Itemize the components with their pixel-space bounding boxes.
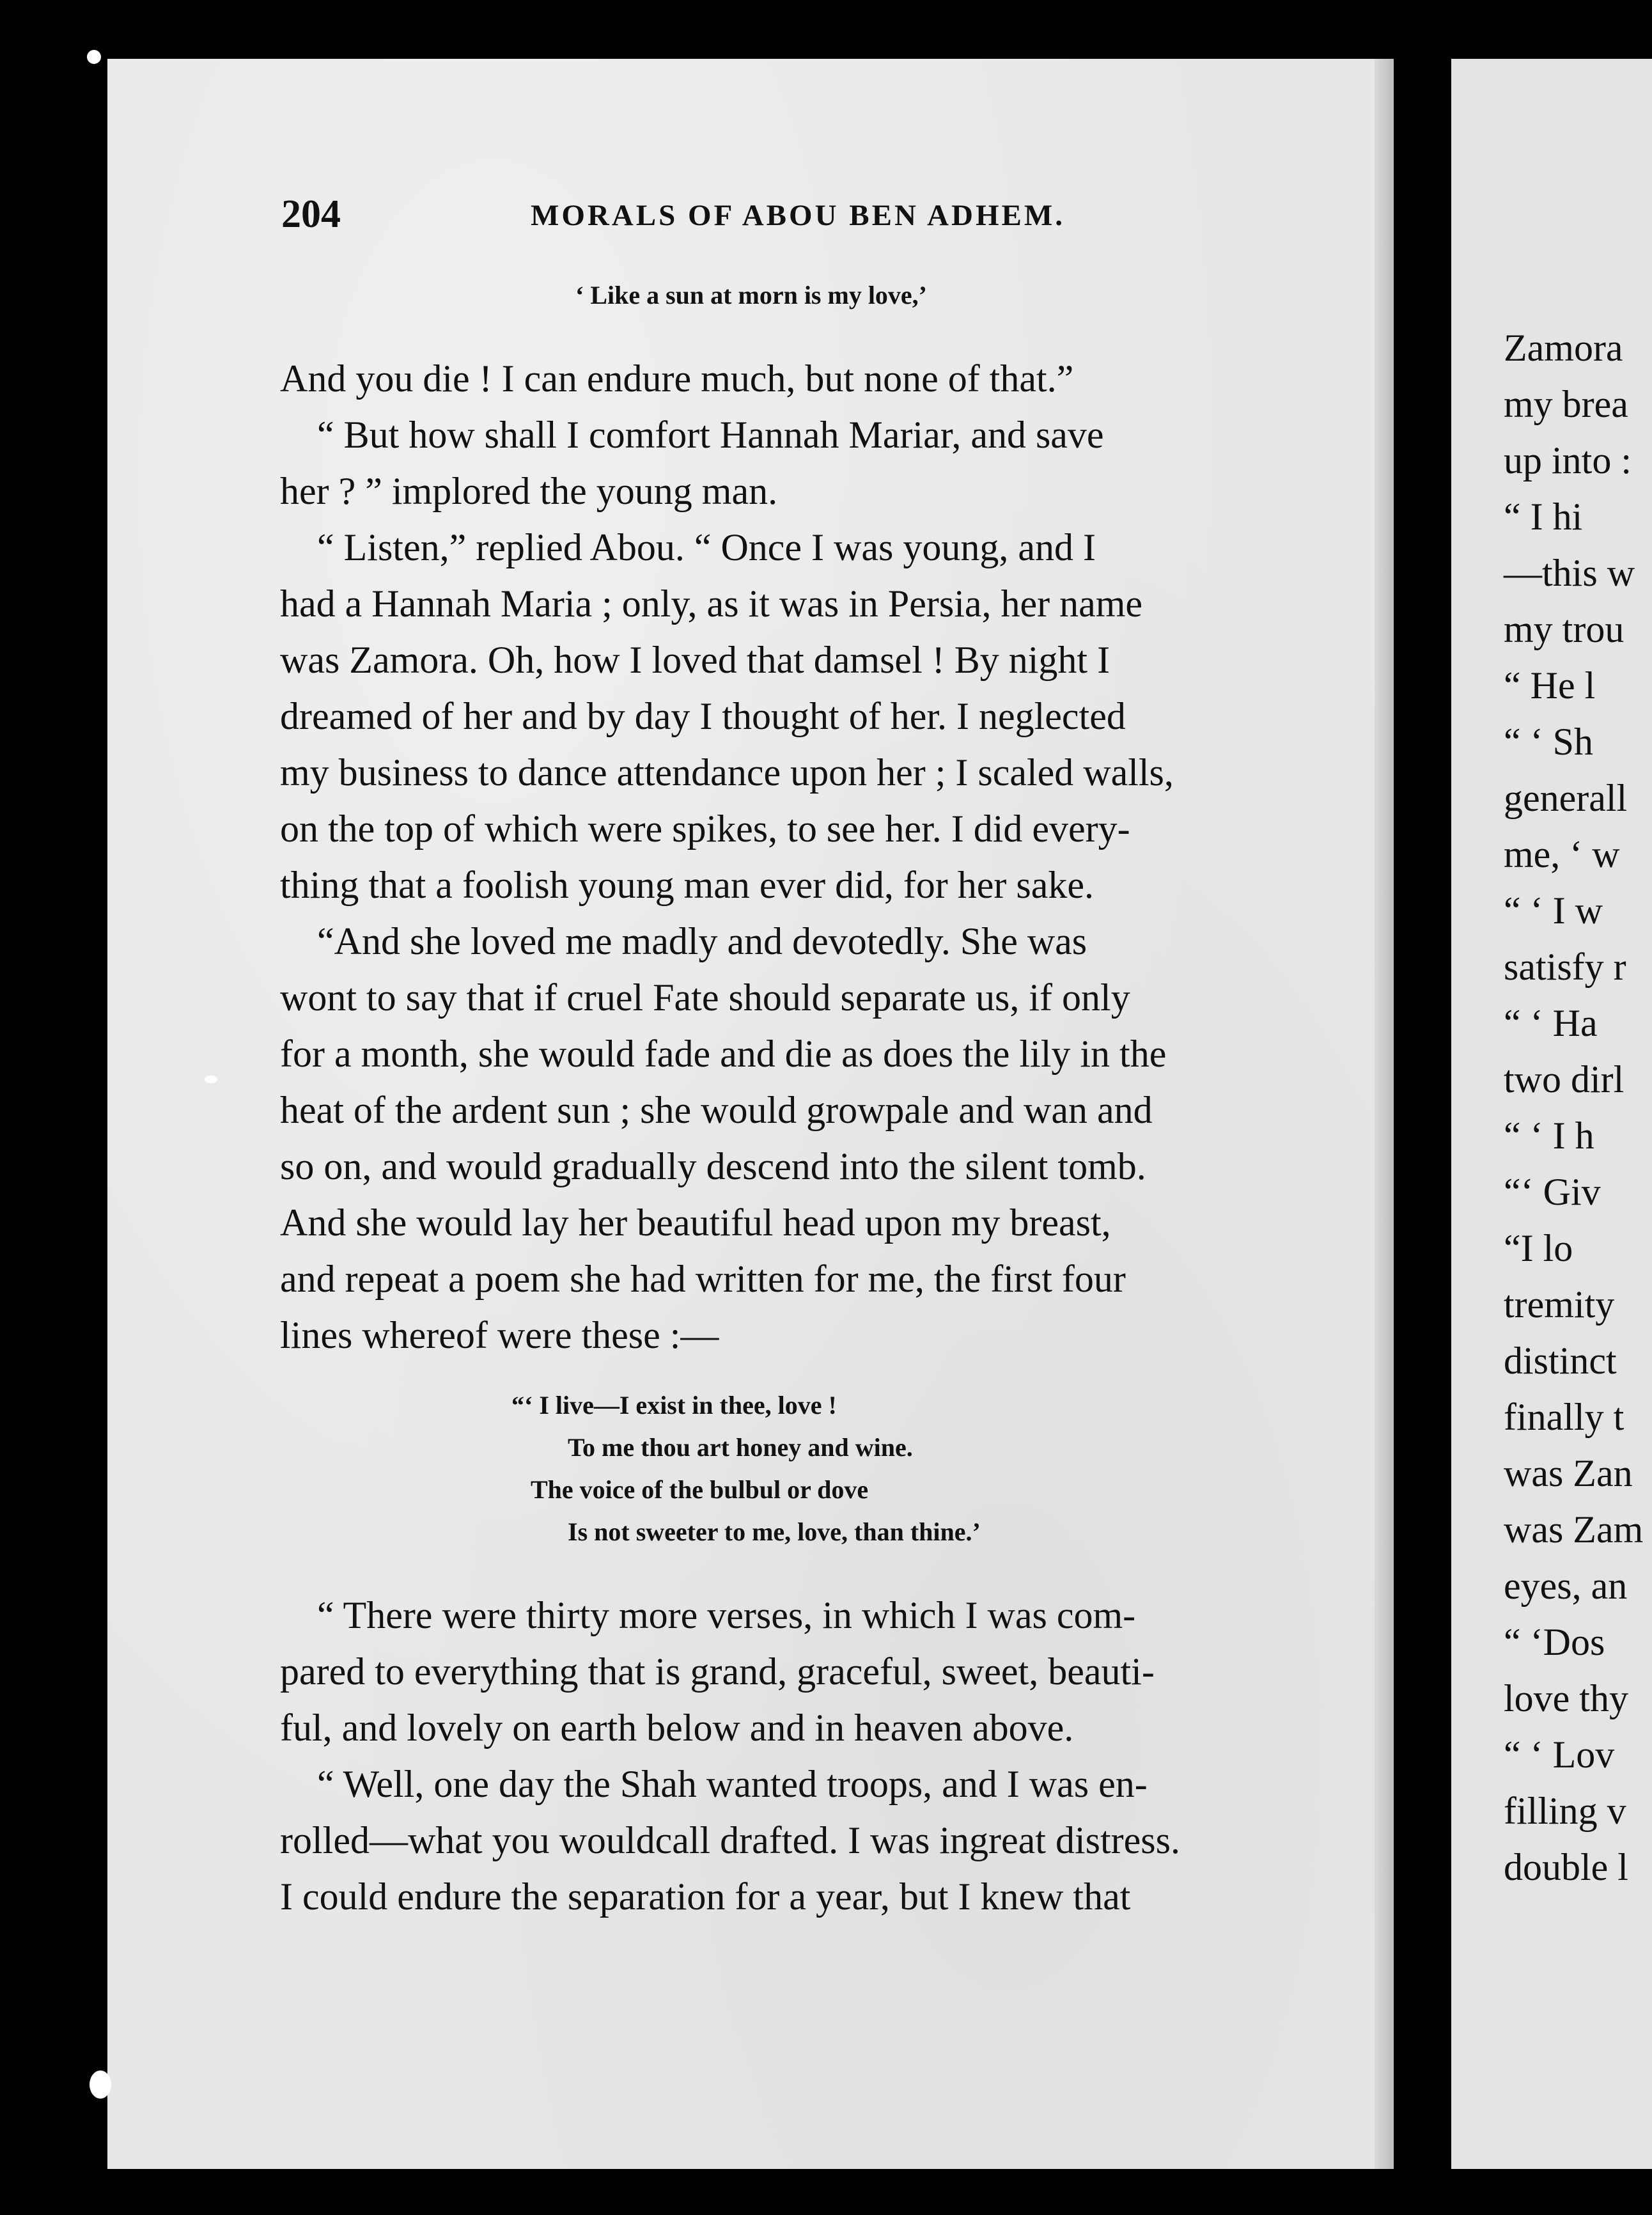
fragment-line: satisfy r — [1504, 946, 1626, 988]
poem-line: “‘ I live—I exist in thee, love ! — [511, 1391, 837, 1420]
text-line: wont to say that if cruel Fate should separate us, if only — [280, 976, 1130, 1019]
poem-line: Is not sweeter to me, love, than thine.’ — [568, 1517, 981, 1546]
text-line: her ? ” implored the young man. — [280, 470, 778, 512]
fragment-line: “ ‘Dos — [1504, 1621, 1605, 1663]
page-number: 204 — [281, 192, 341, 236]
fragment-line: —this w — [1504, 552, 1635, 594]
text-line: and repeat a poem she had written for me, the first four — [280, 1258, 1126, 1300]
text-line: ful, and lovely on earth below and in heaven above. — [280, 1707, 1074, 1749]
fragment-line: finally t — [1504, 1396, 1625, 1438]
text-line: my business to dance attendance upon her ; I scaled walls, — [280, 751, 1174, 794]
text-line: And you die ! I can endure much, but none of that.” — [280, 357, 1074, 400]
fragment-line: love thy — [1504, 1677, 1628, 1719]
scan-speck — [205, 1076, 217, 1083]
text-line: was Zamora. Oh, how I loved that damsel ! By night I — [280, 639, 1110, 681]
text-line: dreamed of her and by day I thought of her. I neglected — [280, 695, 1126, 737]
fragment-line: filling v — [1504, 1790, 1626, 1832]
poem-block — [511, 1384, 981, 1553]
fragment-line: “‘ Giv — [1504, 1171, 1601, 1213]
body-text-part-2 — [280, 1587, 1334, 1925]
scan-speck — [90, 2070, 111, 2099]
fragment-line: generall — [1504, 777, 1628, 819]
fragment-line: “ He l — [1504, 664, 1596, 707]
fragment-line: “ ‘ I w — [1504, 889, 1603, 932]
text-line: so on, and would gradually descend into the silent tomb. — [280, 1145, 1146, 1187]
body-text-part-1 — [280, 350, 1334, 1363]
text-line: “ There were thirty more verses, in which I was com- — [317, 1594, 1136, 1636]
fragment-line: “ ‘ Lov — [1504, 1734, 1615, 1776]
fragment-line: two dirl — [1504, 1058, 1625, 1100]
text-line: lines whereof were these :— — [280, 1314, 719, 1356]
text-line: for a month, she would fade and die as does the lily in the — [280, 1033, 1167, 1075]
fragment-line: was Zam — [1504, 1508, 1644, 1551]
fragment-line: my trou — [1504, 608, 1625, 650]
epigraph-line: ‘ Like a sun at morn is my love,’ — [575, 281, 927, 309]
text-line: on the top of which were spikes, to see her. I did every- — [280, 808, 1130, 850]
text-line: had a Hannah Maria ; only, as it was in Persia, her name — [280, 583, 1143, 625]
fragment-line: was Zan — [1504, 1452, 1633, 1494]
text-line: And she would lay her beautiful head upon my breast, — [280, 1201, 1111, 1244]
right-page-fragments — [1504, 320, 1643, 1895]
fragment-line: up into : — [1504, 439, 1632, 481]
text-line: heat of the ardent sun ; she would growpale and wan and — [280, 1089, 1153, 1131]
fragment-line: “I lo — [1504, 1227, 1573, 1269]
text-line: thing that a foolish young man ever did, for her sake. — [280, 864, 1095, 906]
fragment-line: my brea — [1504, 383, 1628, 425]
text-line: “ But how shall I comfort Hannah Mariar, and save — [317, 414, 1104, 456]
scan-speck — [87, 50, 101, 64]
left-page-edge-shadow — [1375, 59, 1394, 2169]
text-line: “ Listen,” replied Abou. “ Once I was young, and I — [317, 526, 1096, 568]
text-line: “ Well, one day the Shah wanted troops, and I was en- — [317, 1763, 1148, 1805]
fragment-line: Zamora — [1504, 327, 1623, 369]
fragment-line: eyes, an — [1504, 1565, 1628, 1607]
fragment-line: “ ‘ I h — [1504, 1115, 1594, 1157]
text-line: rolled—what you wouldcall drafted. I was ingreat distress. — [280, 1819, 1180, 1861]
fragment-line: double l — [1504, 1846, 1628, 1888]
fragment-line: “ ‘ Ha — [1504, 1002, 1598, 1044]
text-line: “And she loved me madly and devotedly. She was — [317, 920, 1087, 962]
fragment-line: “ ‘ Sh — [1504, 721, 1593, 763]
poem-line: To me thou art honey and wine. — [568, 1433, 913, 1462]
fragment-line: tremity — [1504, 1283, 1615, 1326]
running-title: MORALS OF ABOU BEN ADHEM. — [531, 199, 1065, 232]
fragment-line: “ I hi — [1504, 496, 1583, 538]
poem-line: The voice of the bulbul or dove — [531, 1475, 869, 1504]
text-line: I could endure the separation for a year, but I knew that — [280, 1875, 1131, 1918]
fragment-line: me, ‘ w — [1504, 833, 1620, 875]
fragment-line: distinct — [1504, 1340, 1617, 1382]
text-line: pared to everything that is grand, graceful, sweet, beauti- — [280, 1650, 1155, 1693]
